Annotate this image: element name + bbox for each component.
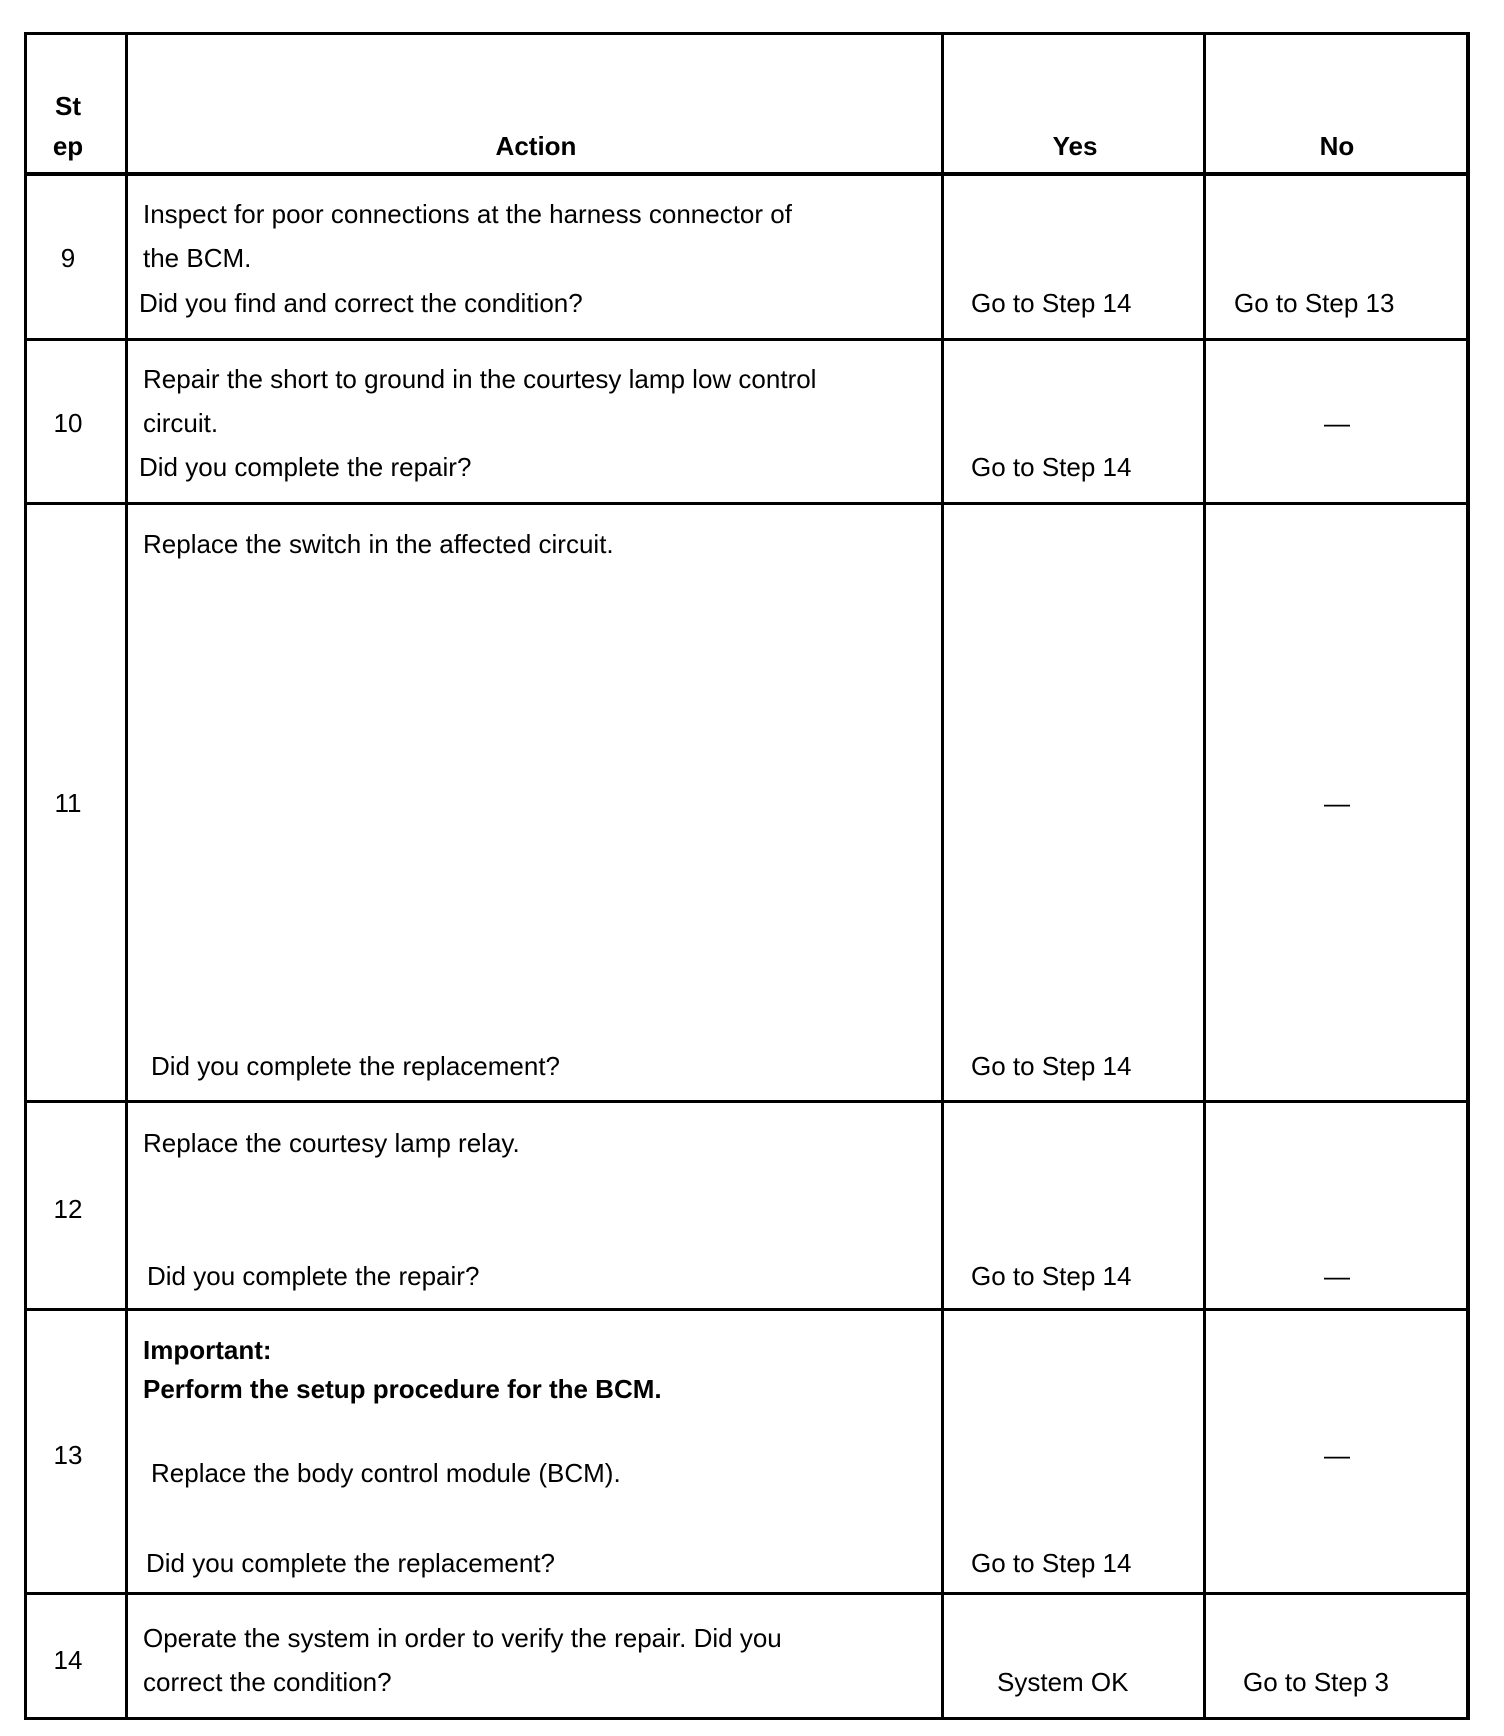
yes-result: Go to Step 14 [971, 1261, 1132, 1291]
no-result: — [1324, 1261, 1350, 1291]
yes-result: Go to Step 14 [971, 452, 1132, 482]
step-number: 10 [53, 408, 83, 438]
row-divider [24, 502, 1470, 505]
action-text: Repair the short to ground in the courtesy lamp low control [143, 364, 817, 394]
action-question: Did you complete the repair? [139, 452, 472, 482]
no-result: — [1324, 788, 1350, 818]
header-step-line1: St [55, 91, 81, 121]
row-divider [24, 1100, 1470, 1103]
row-divider [24, 338, 1470, 341]
column-divider [125, 32, 128, 1720]
important-label: Important: [143, 1335, 272, 1365]
action-question: Did you complete the replacement? [151, 1051, 561, 1081]
yes-result: Go to Step 14 [971, 288, 1132, 318]
header-divider [24, 172, 1470, 176]
action-text: Inspect for poor connections at the harness connector of [143, 199, 792, 229]
no-result: Go to Step 3 [1243, 1667, 1389, 1697]
row-divider [24, 1592, 1470, 1595]
step-number: 14 [53, 1645, 83, 1675]
action-text: correct the condition? [143, 1667, 392, 1697]
step-number: 13 [53, 1440, 83, 1470]
step-number: 9 [60, 243, 76, 273]
no-result: — [1324, 408, 1350, 438]
action-text: Replace the courtesy lamp relay. [143, 1128, 520, 1158]
header-step-line2: ep [52, 131, 84, 161]
header-action: Action [495, 131, 577, 161]
header-yes: Yes [1052, 131, 1098, 161]
column-divider [941, 32, 944, 1720]
row-divider [24, 1308, 1470, 1311]
table-border-top [24, 32, 1470, 35]
yes-result: Go to Step 14 [971, 1548, 1132, 1578]
no-result: — [1324, 1440, 1350, 1470]
action-text: circuit. [143, 408, 219, 438]
action-question: Did you complete the replacement? [146, 1548, 556, 1578]
step-number: 12 [53, 1194, 83, 1224]
action-text: the BCM. [143, 243, 252, 273]
yes-result: Go to Step 14 [971, 1051, 1132, 1081]
action-text: Replace the body control module (BCM). [151, 1458, 621, 1488]
table-border-bottom [24, 1717, 1470, 1720]
action-question: Did you find and correct the condition? [139, 288, 583, 318]
action-text: Replace the switch in the affected circuit. [143, 529, 614, 559]
step-number: 11 [54, 788, 82, 818]
no-result: Go to Step 13 [1234, 288, 1395, 318]
action-question: Did you complete the repair? [147, 1261, 480, 1291]
important-text: Perform the setup procedure for the BCM. [143, 1374, 662, 1404]
action-text: Operate the system in order to verify the repair. Did you [143, 1623, 782, 1653]
yes-result: System OK [997, 1667, 1129, 1697]
header-no: No [1319, 131, 1355, 161]
